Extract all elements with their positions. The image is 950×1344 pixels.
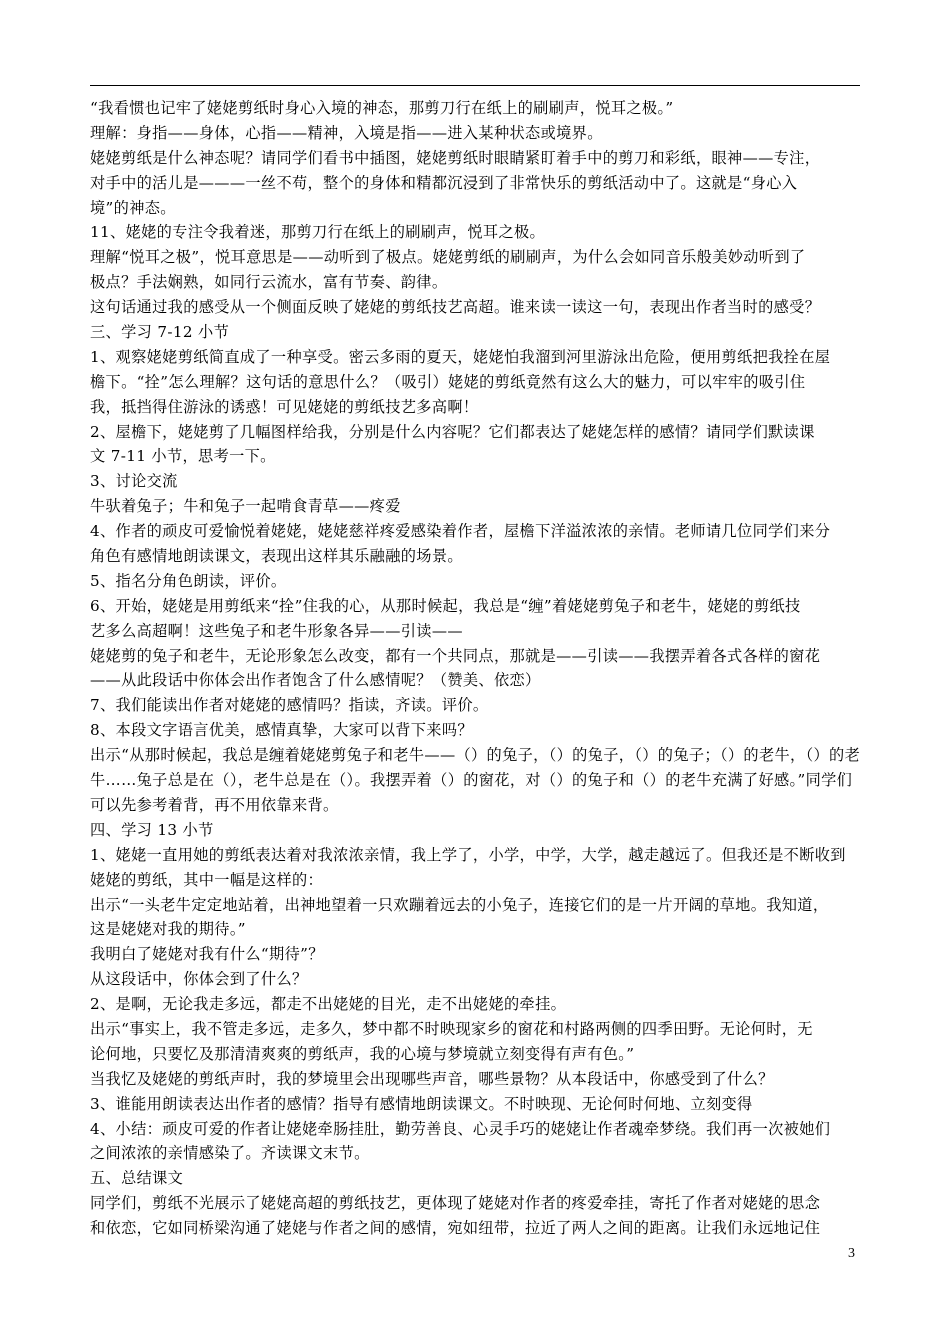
text-line: 牛……兔子总是在（），老牛总是在（）。我摆弄着（）的窗花，对（）的兔子和（）的老牛充满了好感。”同学们 [90,771,853,790]
text-line: 论何地，只要忆及那清清爽爽的剪纸声，我的心境与梦境就立刻变得有声有色。” [90,1044,635,1063]
text-line: 出示“一头老牛定定地站着，出神地望着一只欢蹦着远去的小兔子，连接它们的是一片开阔的草地。我知道， [90,895,829,914]
text-line: 和依恋，它如同桥梁沟通了姥姥与作者之间的感情，宛如纽带，拉近了两人之间的距离。让我们永远地记住 [90,1219,821,1238]
text-line: 之间浓浓的亲情感染了。齐读课文末节。 [90,1144,370,1163]
text-line: 从这段话中，你体会到了什么？ [90,970,308,989]
text-line: ——从此段话中你体会出作者饱含了什么感情呢？（赞美、依恋） [90,671,541,690]
text-line: 1、观察姥姥剪纸简直成了一种享受。密云多雨的夏天，姥姥怕我溜到河里游泳出危险，便用剪纸把我拴在屋 [90,347,831,366]
text-line: 极点？手法娴熟，如同行云流水，富有节奏、韵律。 [90,273,448,292]
text-line: 2、是啊，无论我走多远，都走不出姥姥的目光，走不出姥姥的牵挂。 [90,995,567,1014]
text-line: 牛驮着兔子；牛和兔子一起啃食青草——疼爱 [90,497,401,516]
text-line: 1、姥姥一直用她的剪纸表达着对我浓浓亲情，我上学了，小学，中学，大学，越走越远了。但我还是不断收到 [90,845,846,864]
text-line: 2、屋檐下，姥姥剪了几幅图样给我，分别是什么内容呢？它们都表达了姥姥怎样的感情？请同学们默读课 [90,422,815,441]
text-line: 我明白了姥姥对我有什么“期待”？ [90,945,324,964]
text-line: 境”的神态。 [90,198,176,217]
text-line: 理解：身指——身体，心指——精神，入境是指——进入某种状态或境界。 [90,123,603,142]
text-line: 当我忆及姥姥的剪纸声时，我的梦境里会出现哪些声音，哪些景物？从本段话中，你感受到了什么？ [90,1069,774,1088]
text-line: 这是姥姥对我的期待。” [90,920,246,939]
text-line: 5、指名分角色朗读，评价。 [90,571,287,590]
text-line: 角色有感情地朗读课文，表现出这样其乐融融的场景。 [90,547,463,566]
text-line: 四、学习 13 小节 [90,820,214,839]
text-line: 8、本段文字语言优美，感情真挚，大家可以背下来吗？ [90,721,473,740]
text-line: 3、讨论交流 [90,472,178,491]
text-line: 这句话通过我的感受从一个侧面反映了姥姥的剪纸技艺高超。谁来读一读这一句，表现出作者当时的感受？ [90,298,821,317]
text-line: 五、总结课文 [90,1169,184,1188]
text-line: 7、我们能读出作者对姥姥的感情吗？指读，齐读。评价。 [90,696,489,715]
text-line: 姥姥的剪纸，其中一幅是这样的： [90,870,324,889]
text-line: 6、开始，姥姥是用剪纸来“拴”住我的心，从那时候起，我总是“缠”着姥姥剪兔子和老牛，姥姥的剪纸技 [90,596,801,615]
text-line: 11、姥姥的专注令我着迷，那剪刀行在纸上的刷刷声，悦耳之极。 [90,223,546,242]
text-line: 3、谁能用朗读表达出作者的感情？指导有感情地朗读课文。不时映现、无论何时何地、立刻变得 [90,1094,753,1113]
text-line: 4、小结：顽皮可爱的作者让姥姥牵肠挂肚，勤劳善良、心灵手巧的姥姥让作者魂牵梦绕。我们再一次被她们 [90,1119,831,1138]
text-line: 姥姥剪的兔子和老牛，无论形象怎么改变，都有一个共同点，那就是——引读——我摆弄着各式各样的窗花 [90,646,821,665]
text-line: 艺多么高超啊！这些兔子和老牛形象各异——引读—— [90,621,463,640]
header-rule [90,85,860,86]
text-line: 文 7-11 小节，思考一下。 [90,447,276,466]
text-line: 出示“事实上，我不管走多远，走多久，梦中都不时映现家乡的窗花和村路两侧的四季田野。无论何时，无 [90,1019,813,1038]
text-line: 对手中的活儿是———一丝不苟，整个的身体和精都沉浸到了非常快乐的剪纸活动中了。这就是“身心入 [90,173,798,192]
text-line: 同学们，剪纸不光展示了姥姥高超的剪纸技艺，更体现了姥姥对作者的疼爱牵挂，寄托了作者对姥姥的思念 [90,1194,821,1213]
text-line: 可以先参考着背，再不用依靠来背。 [90,795,339,814]
text-line: 三、学习 7-12 小节 [90,323,230,342]
text-line: “我看惯也记牢了姥姥剪纸时身心入境的神态，那剪刀行在纸上的刷刷声，悦耳之极。” [90,99,674,117]
text-line: 檐下。“拴”怎么理解？这句话的意思什么？（吸引）姥姥的剪纸竟然有这么大的魅力，可以牢牢的吸引住 [90,372,806,391]
text-line: 姥姥剪纸是什么神态呢？请同学们看书中插图，姥姥剪纸时眼睛紧盯着手中的剪刀和彩纸，眼神——专注， [90,148,821,167]
page-number: 3 [848,1246,855,1261]
text-line: 我，抵挡得住游泳的诱惑！可见姥姥的剪纸技艺多高啊！ [90,397,479,416]
text-line: 理解“悦耳之极”，悦耳意思是——动听到了极点。姥姥剪纸的刷刷声，为什么会如同音乐般美妙动听到了 [90,248,806,267]
text-line: 4、作者的顽皮可爱愉悦着姥姥，姥姥慈祥疼爱感染着作者，屋檐下洋溢浓浓的亲情。老师请几位同学们来分 [90,522,831,541]
document-body [90,96,862,1241]
text-line: 出示“从那时候起，我总是缠着姥姥剪兔子和老牛——（）的兔子，（）的兔子，（）的兔子；（）的老牛，（）的老 [90,746,861,765]
